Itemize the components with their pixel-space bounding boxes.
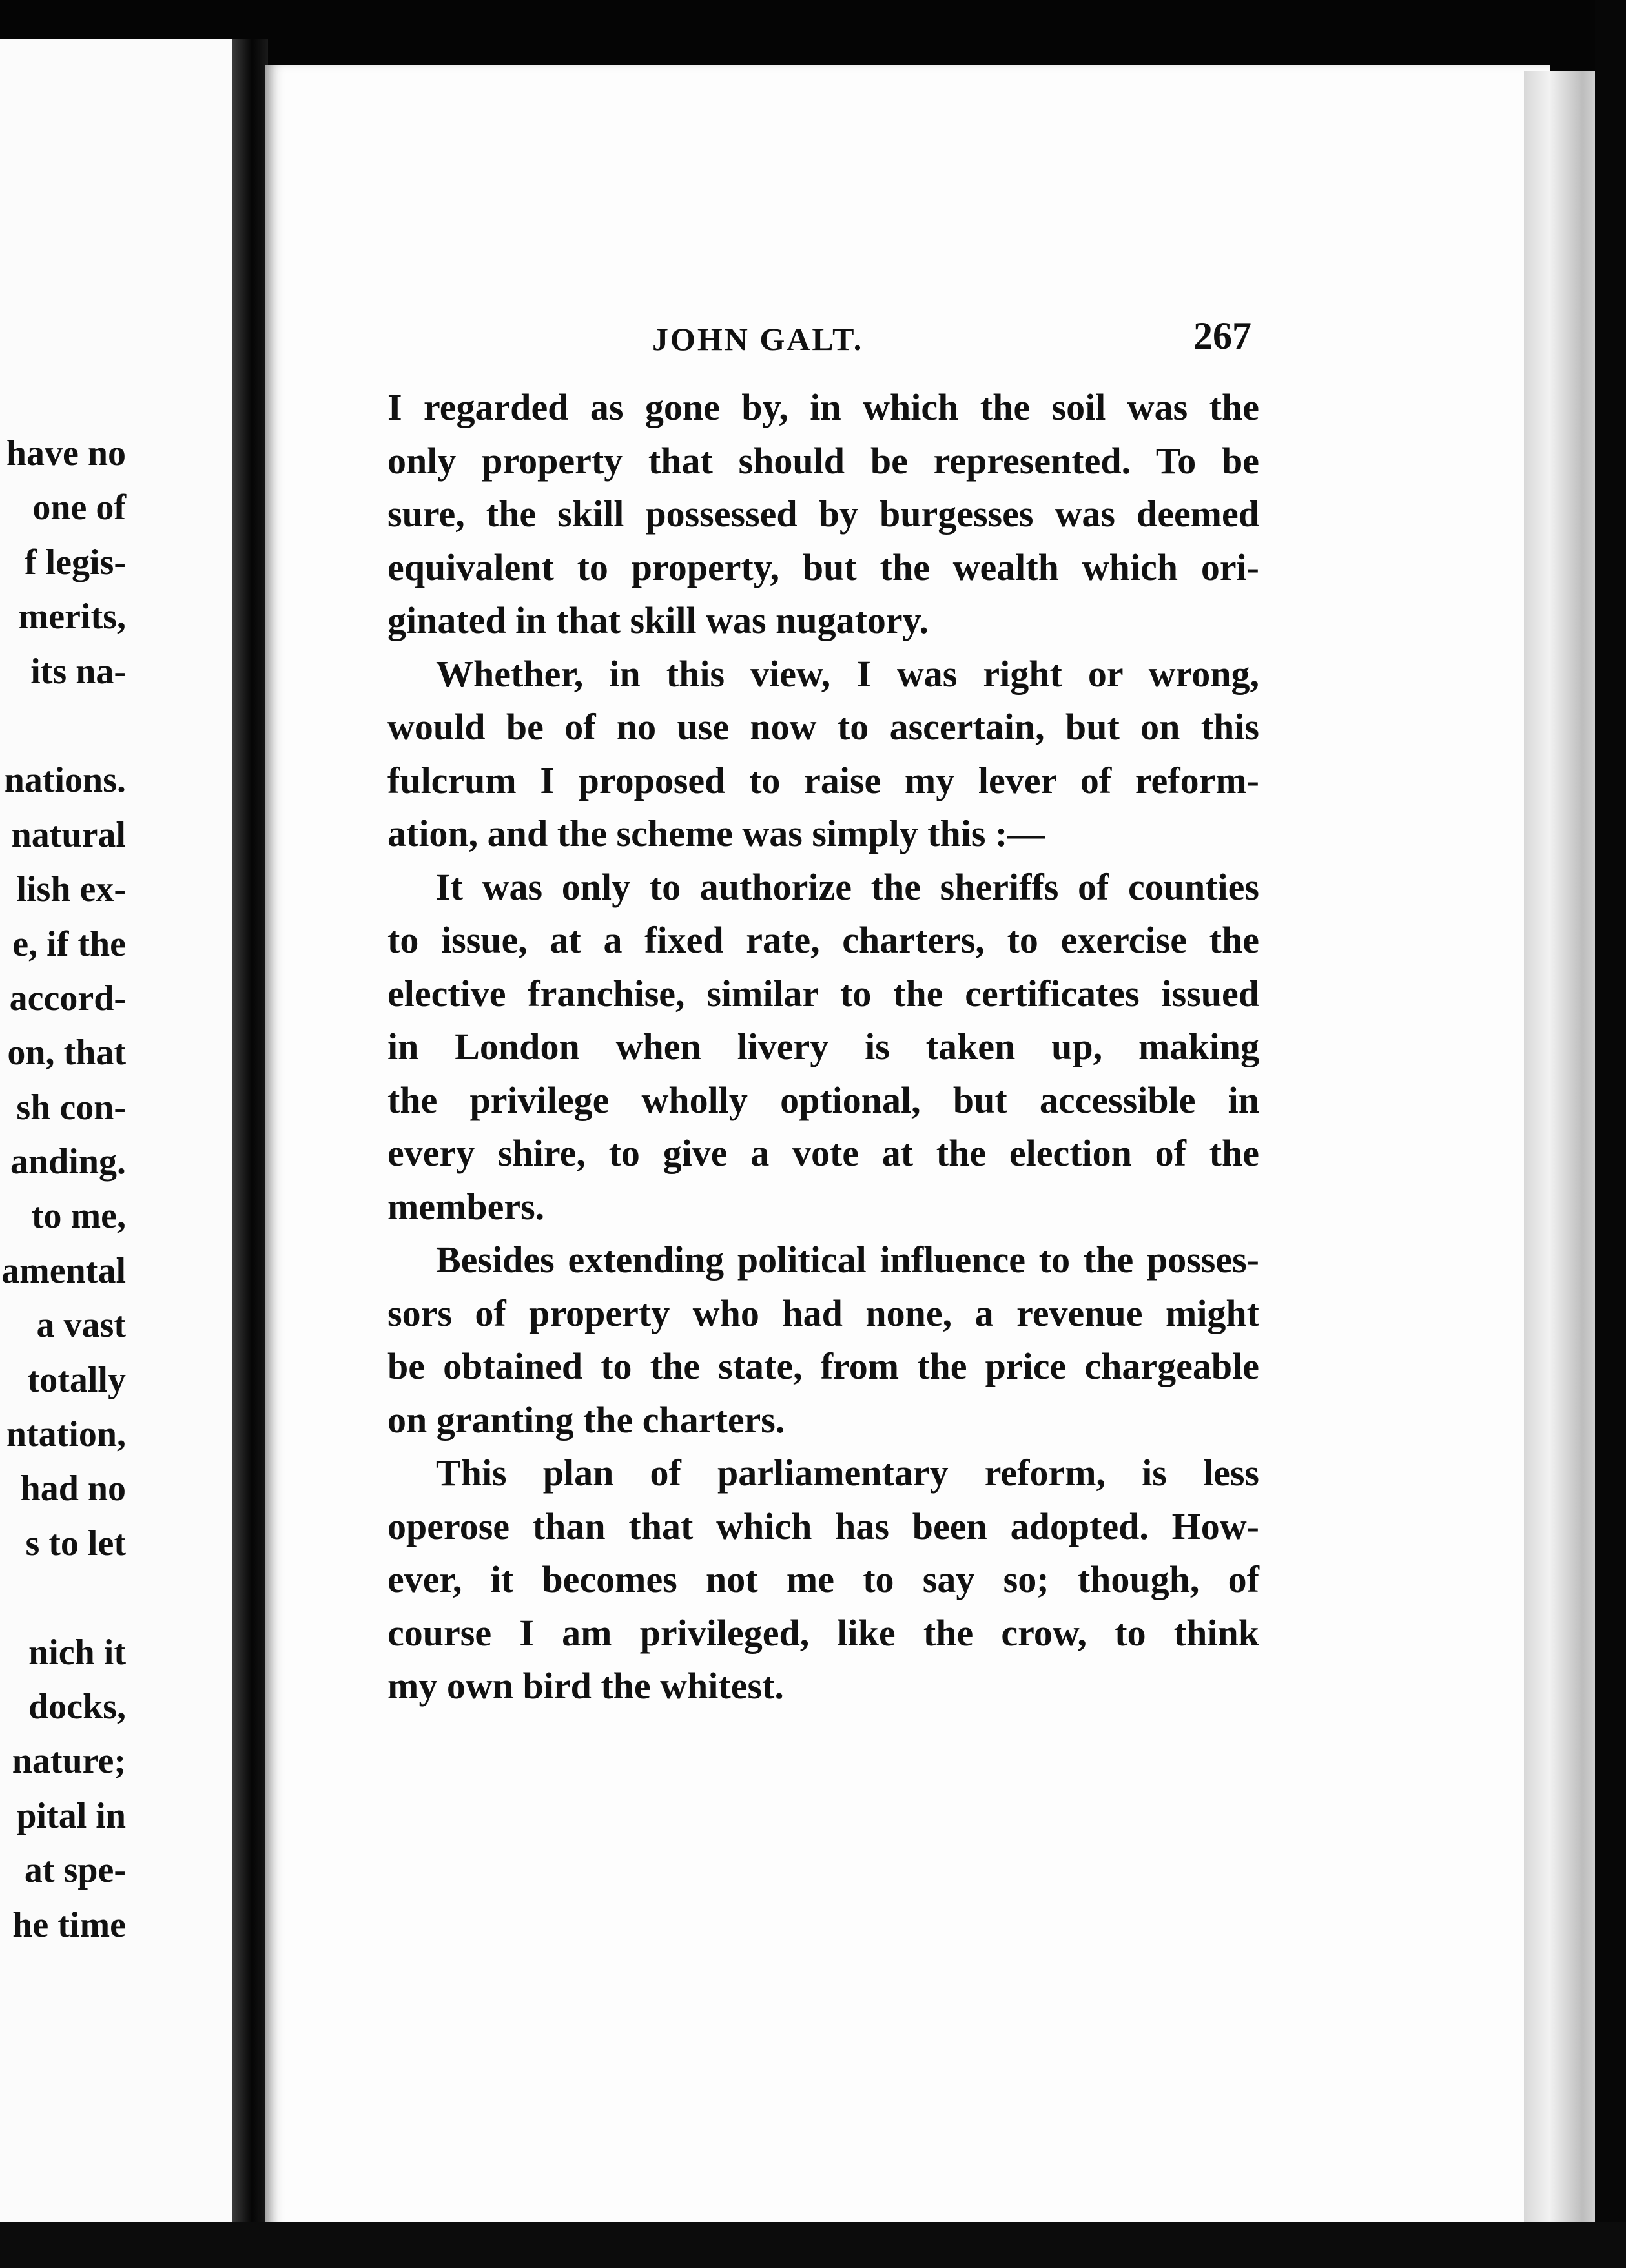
paragraph: [387, 1233, 1259, 1447]
text-line: It was only to authorize the sheriffs of counties: [436, 865, 1259, 908]
previous-page: [0, 39, 245, 2254]
previous-page-line: to me,: [31, 1196, 126, 1237]
text-line: my own bird the whitest.: [387, 1665, 784, 1707]
book-gutter: [232, 39, 268, 2268]
previous-page-line: he time: [12, 1904, 126, 1945]
paragraph: [387, 1447, 1259, 1713]
previous-page-line: pital in: [16, 1795, 126, 1836]
text-line: every shire, to give a vote at the election of the: [387, 1132, 1259, 1174]
text-line: I regarded as gone by, in which the soil was the: [387, 386, 1259, 428]
scan-bottom-border: [0, 2222, 1626, 2268]
previous-page-text: [0, 426, 126, 1952]
previous-page-line: lish ex-: [16, 869, 126, 910]
text-line: the privilege wholly optional, but accessible in: [387, 1078, 1259, 1121]
text-line: only property that should be represented. To be: [387, 439, 1259, 482]
text-line: sors of property who had none, a revenue might: [387, 1292, 1259, 1334]
previous-page-line: f legis-: [24, 542, 126, 582]
text-line: ginated in that skill was nugatory.: [387, 599, 929, 641]
scan-right-border: [1595, 0, 1626, 2268]
previous-page-line: at spe-: [24, 1850, 126, 1891]
text-line: ation, and the scheme was simply this :—: [387, 812, 1045, 854]
text-line: fulcrum I proposed to raise my lever of reform-: [387, 759, 1259, 801]
previous-page-line: docks,: [28, 1686, 126, 1727]
body-text: [387, 381, 1259, 1713]
previous-page-line: e, if the: [12, 923, 126, 964]
previous-page-line: nature;: [12, 1741, 126, 1782]
text-line: ever, it becomes not me to say so; though, of: [387, 1558, 1259, 1600]
previous-page-line: one of: [32, 488, 126, 528]
text-line: in London when livery is taken up, making: [387, 1026, 1259, 1067]
previous-page-line: natural: [11, 814, 126, 855]
text-line: operose than that which has been adopted. How-: [387, 1505, 1259, 1547]
previous-page-line: a vast: [36, 1305, 126, 1346]
paragraph: [387, 648, 1259, 861]
text-line: to issue, at a fixed rate, charters, to exercise the: [387, 919, 1259, 961]
previous-page-line: had no: [20, 1469, 126, 1509]
previous-page-line: nich it: [28, 1632, 126, 1673]
text-line: be obtained to the state, from the price chargeable: [387, 1345, 1259, 1387]
text-line: This plan of parliamentary reform, is less: [436, 1452, 1259, 1494]
previous-page-line: nations.: [4, 760, 126, 801]
text-line: on granting the charters.: [387, 1398, 785, 1441]
previous-page-line: s to let: [25, 1523, 126, 1563]
previous-page-line: anding.: [10, 1142, 126, 1182]
previous-page-line: accord-: [9, 978, 126, 1018]
running-header: JOHN GALT.: [652, 321, 864, 357]
previous-page-line: ntation,: [6, 1414, 126, 1455]
text-line: would be of no use now to ascertain, but on this: [387, 706, 1259, 748]
paragraph: [387, 861, 1259, 1234]
previous-page-line: sh con-: [16, 1087, 126, 1128]
text-line: elective franchise, similar to the certificates issued: [387, 972, 1259, 1015]
previous-page-line: on, that: [7, 1033, 126, 1073]
previous-page-line: [0, 699, 126, 753]
paragraph: [387, 381, 1259, 648]
previous-page-line: amental: [1, 1250, 126, 1291]
text-line: Whether, in this view, I was right or wrong,: [436, 652, 1259, 695]
text-line: sure, the skill possessed by burgesses was deemed: [387, 493, 1259, 535]
page-number: 267: [1193, 314, 1251, 357]
previous-page-line: [0, 1571, 126, 1625]
previous-page-line: its na-: [30, 651, 126, 692]
text-line: members.: [387, 1185, 545, 1228]
text-line: Besides extending political influence to the posses-: [436, 1239, 1259, 1281]
text-line: course I am privileged, like the crow, to think: [387, 1611, 1259, 1654]
previous-page-line: merits,: [18, 597, 126, 637]
previous-page-line: totally: [27, 1359, 126, 1400]
previous-page-line: have no: [6, 433, 126, 473]
text-line: equivalent to property, but the wealth which ori-: [387, 546, 1259, 588]
